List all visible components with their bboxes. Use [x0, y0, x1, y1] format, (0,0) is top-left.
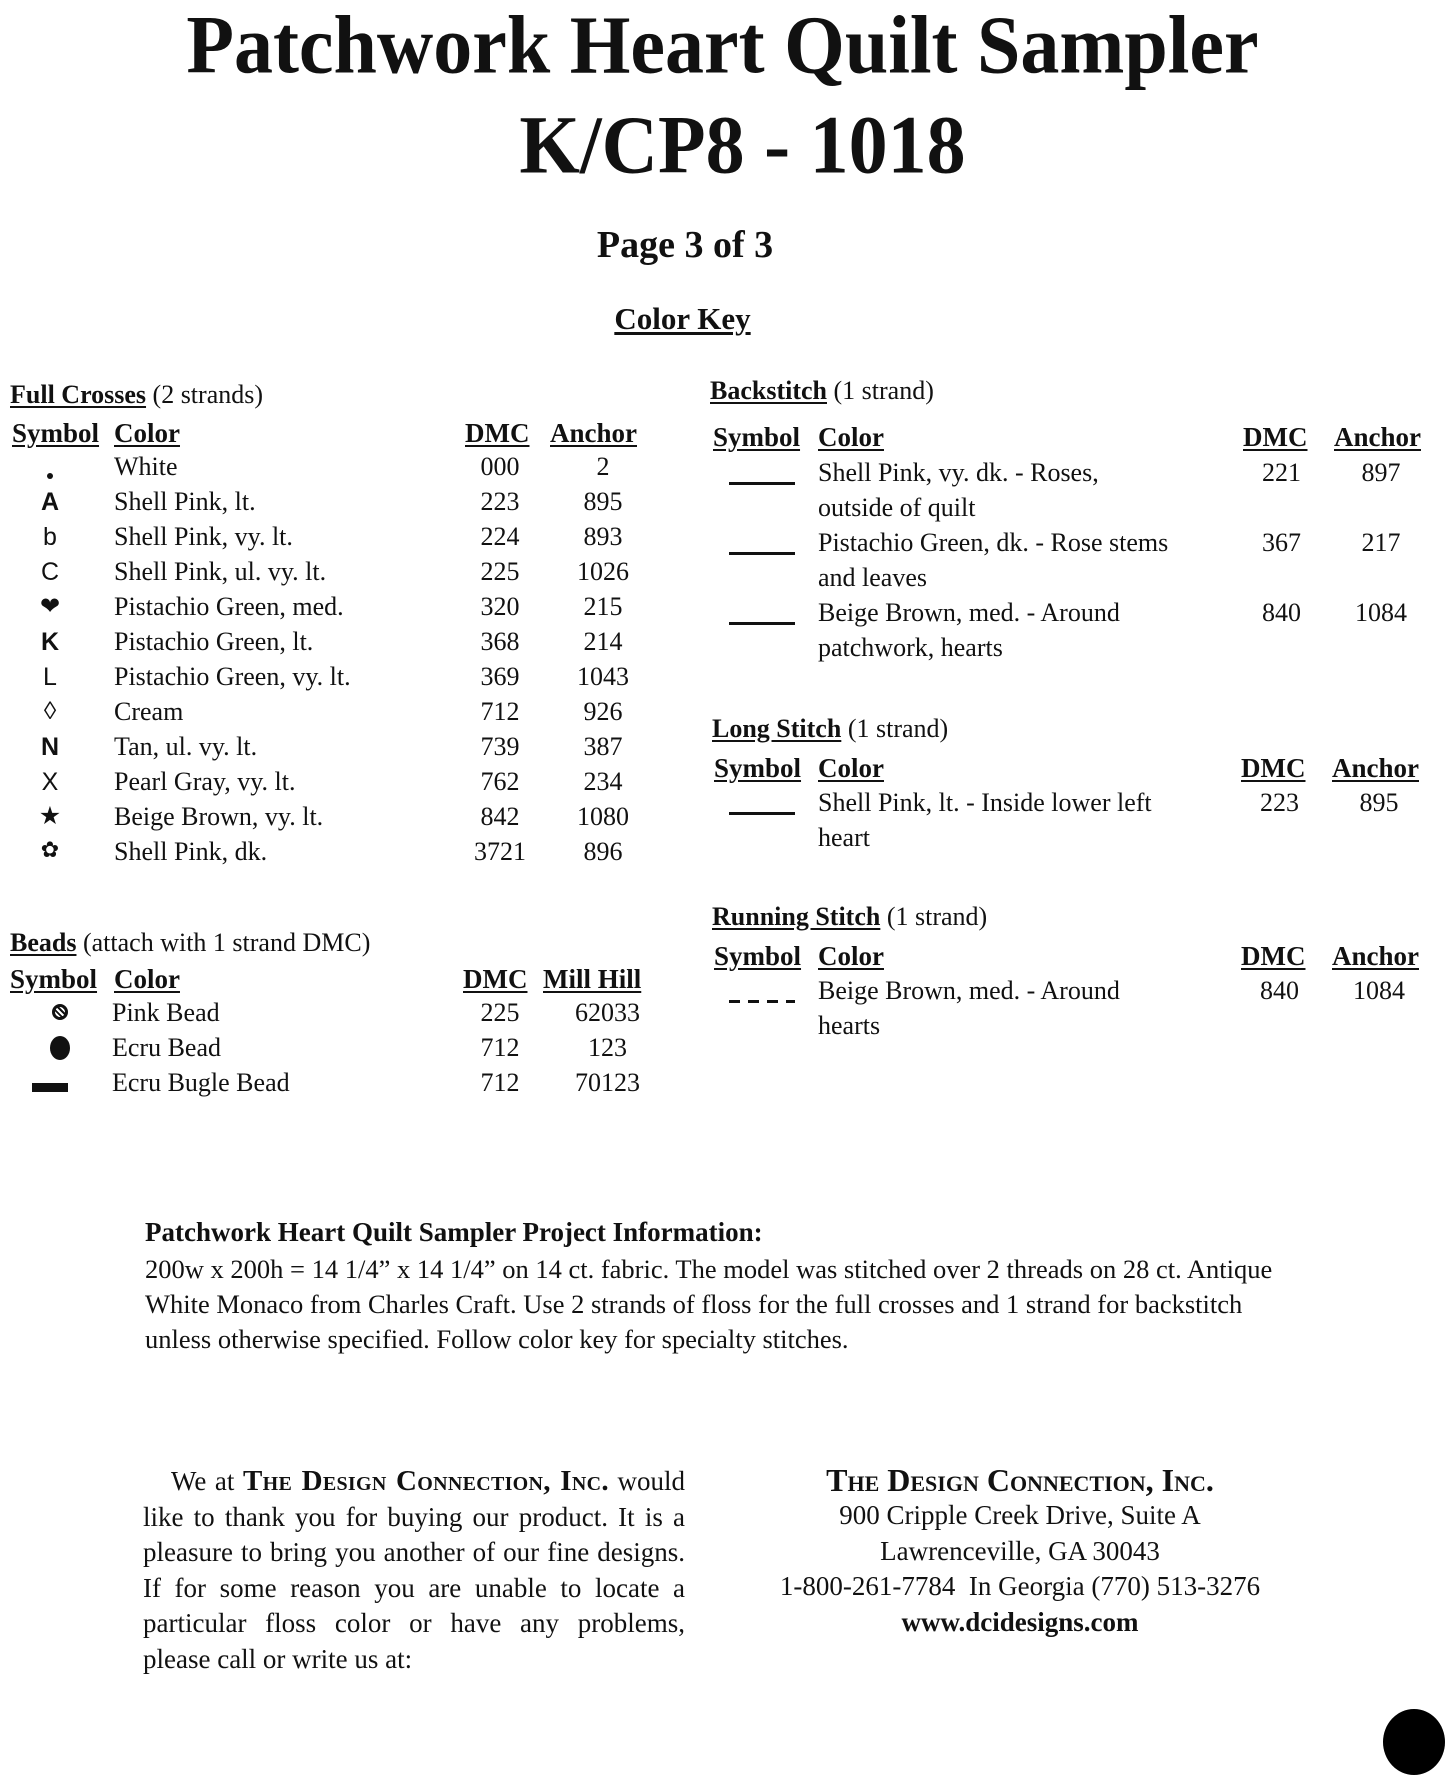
color-description-line1: Pistachio Green, dk. - Rose stems [818, 528, 1169, 557]
color-name: Shell Pink, dk. [114, 837, 268, 866]
color-description-line1: Shell Pink, lt. - Inside lower left [818, 788, 1152, 817]
website-link[interactable]: www.dcidesigns.com [901, 1606, 1139, 1637]
color-name: Pistachio Green, lt. [114, 627, 314, 656]
letter-b-icon: b [43, 523, 57, 551]
anchor-number: 895 [1359, 788, 1399, 817]
letter-a-icon: A [40, 488, 60, 516]
col-dmc: DMC [463, 964, 528, 994]
thanks-body: would like to thank you for buying our product. It is a pleasure to bring you another of our fine designs. If for some reason you are unable to locate a particular floss color or have any problems, please call or write us at: [143, 1466, 686, 1674]
letter-k-icon: K [40, 628, 60, 656]
col-anchor: Anchor [1332, 753, 1419, 783]
col-anchor: Anchor [1334, 422, 1421, 452]
dmc-number: 223 [480, 487, 520, 516]
section-name: Beads [10, 928, 77, 957]
section-name: Running Stitch [712, 902, 881, 931]
col-symbol: Symbol [10, 964, 98, 994]
color-description-line1: Beige Brown, med. - Around [818, 598, 1120, 627]
running-stitch-section [712, 904, 1445, 1044]
col-dmc: DMC [465, 418, 530, 448]
anchor-number: 896 [583, 837, 623, 866]
dmc-number: 712 [480, 1033, 520, 1062]
dmc-number: 225 [480, 998, 520, 1027]
dmc-number: 368 [480, 627, 520, 656]
section-name: Long Stitch [712, 714, 842, 743]
solid-line-icon [729, 542, 795, 560]
letter-c-icon: C [40, 558, 60, 586]
solid-line-icon [729, 472, 795, 490]
color-description-line2: hearts [818, 1011, 881, 1040]
diamond-outline-icon: ◊ [43, 697, 57, 725]
bugle-bead-icon [32, 1079, 68, 1097]
company-name-inline: The Design Connection, Inc. [243, 1465, 609, 1497]
dmc-number: 223 [1260, 788, 1299, 817]
ecru-bead-icon [50, 1036, 70, 1065]
dmc-number: 3721 [474, 837, 526, 866]
anchor-number: 217 [1361, 528, 1401, 557]
letter-x-icon: X [41, 768, 59, 796]
anchor-number: 387 [583, 732, 623, 761]
col-dmc: DMC [1241, 941, 1306, 971]
contact-block [740, 1462, 1300, 1640]
anchor-number: 1084 [1353, 976, 1405, 1005]
section-title [712, 904, 987, 930]
company-name: The Design Connection, Inc. [826, 1462, 1214, 1498]
section-title [10, 382, 263, 408]
long-stitch-section [712, 716, 1445, 856]
project-info-body: 200w x 200h = 14 1/4” x 14 1/4” on 14 ct. fabric. The model was stitched over 2 threads on 28 ct. Antique White Monaco from Charles Craft. Use 2 strands of floss for the full crosses and 1 strand for backstitch unless otherwise specified. Follow color key for specialty stitches. [145, 1254, 1273, 1354]
pattern-code: K/CP8 - 1018 [519, 98, 966, 191]
thanks-prefix: We at [171, 1466, 244, 1496]
dmc-number: 320 [480, 592, 520, 621]
mill-hill-number: 62033 [575, 998, 640, 1027]
section-title [712, 716, 948, 742]
anchor-number: 2 [596, 452, 610, 481]
anchor-number: 1080 [577, 802, 629, 831]
color-name: Tan, ul. vy. lt. [114, 732, 258, 761]
section-note: (1 strand) [833, 376, 934, 405]
bead-name: Ecru Bugle Bead [112, 1068, 290, 1097]
section-note: (1 strand) [886, 902, 988, 931]
anchor-number: 895 [583, 487, 623, 516]
dmc-number: 224 [480, 522, 520, 551]
anchor-number: 893 [583, 522, 623, 551]
small-dot-icon [30, 459, 70, 484]
section-title [710, 378, 934, 404]
col-symbol: Symbol [12, 418, 100, 448]
anchor-number: 215 [583, 592, 623, 621]
dmc-number: 842 [480, 802, 520, 831]
city-state-zip: Lawrenceville, GA 30043 [880, 1535, 1160, 1566]
dmc-number: 369 [480, 662, 520, 691]
full-crosses-section [10, 382, 670, 882]
col-dmc: DMC [1241, 753, 1306, 783]
section-note: (2 strands) [152, 380, 264, 409]
dmc-number: 739 [480, 732, 520, 761]
col-symbol: Symbol [714, 753, 802, 783]
anchor-number: 214 [583, 627, 623, 656]
col-anchor: Anchor [550, 418, 637, 448]
backstitch-section [710, 378, 1445, 678]
col-mill-hill: Mill Hill [543, 964, 642, 994]
anchor-number: 1084 [1355, 598, 1407, 627]
anchor-number: 1026 [577, 557, 629, 586]
section-title [10, 930, 370, 956]
col-color: Color [114, 418, 180, 448]
color-name: Shell Pink, ul. vy. lt. [114, 557, 327, 586]
anchor-number: 897 [1361, 458, 1401, 487]
color-description-line2: heart [818, 823, 870, 852]
section-name: Full Crosses [10, 380, 147, 409]
page-title: Patchwork Heart Quilt Sampler [186, 0, 1259, 91]
dmc-number: 221 [1262, 458, 1301, 487]
color-description-line1: Shell Pink, vy. dk. - Roses, [818, 458, 1099, 487]
heart-icon: ❤ [39, 593, 61, 620]
color-name: Cream [114, 697, 184, 726]
dmc-number: 225 [480, 557, 520, 586]
letter-l-icon: L [43, 663, 57, 691]
color-name: White [114, 452, 178, 481]
anchor-number: 234 [583, 767, 623, 796]
color-description-line2: and leaves [818, 563, 928, 592]
color-name: Pistachio Green, vy. lt. [114, 662, 351, 691]
dmc-number: 712 [480, 697, 520, 726]
color-name: Shell Pink, lt. [114, 487, 256, 516]
color-description-line2: patchwork, hearts [818, 633, 1003, 662]
col-color: Color [818, 941, 884, 971]
dashed-line-icon [729, 990, 795, 1008]
col-symbol: Symbol [713, 422, 801, 452]
phone-numbers: 1-800-261-7784 In Georgia (770) 513-3276 [779, 1571, 1261, 1601]
dmc-number: 840 [1262, 598, 1301, 627]
color-key-heading: Color Key [614, 301, 751, 336]
bead-name: Pink Bead [112, 998, 220, 1027]
street-address: 900 Cripple Creek Drive, Suite A [839, 1500, 1201, 1530]
col-anchor: Anchor [1332, 941, 1419, 971]
page-number: Page 3 of 3 [596, 224, 774, 266]
registration-dot-icon [1383, 1709, 1445, 1775]
dmc-number: 367 [1262, 528, 1301, 557]
dmc-number: 712 [480, 1068, 520, 1097]
solid-line-icon [729, 802, 795, 820]
col-color: Color [818, 753, 884, 783]
color-name: Pearl Gray, vy. lt. [114, 767, 296, 796]
section-name: Backstitch [710, 376, 827, 405]
pink-bead-icon [52, 1004, 68, 1025]
star-icon: ★ [38, 802, 62, 830]
dmc-number: 000 [480, 452, 520, 481]
section-note: (attach with 1 strand DMC) [82, 928, 371, 957]
flower-icon: ✿ [40, 837, 60, 862]
dmc-number: 840 [1260, 976, 1299, 1005]
anchor-number: 926 [583, 697, 623, 726]
mill-hill-number: 123 [588, 1033, 627, 1062]
color-description-line2: outside of quilt [818, 493, 976, 522]
col-color: Color [818, 422, 884, 452]
color-description-line1: Beige Brown, med. - Around [818, 976, 1120, 1005]
section-note: (1 strand) [847, 714, 949, 743]
col-dmc: DMC [1243, 422, 1308, 452]
color-name: Pistachio Green, med. [114, 592, 344, 621]
col-color: Color [114, 964, 180, 994]
mill-hill-number: 70123 [575, 1068, 640, 1097]
project-info-title: Patchwork Heart Quilt Sampler Project Information: [145, 1217, 763, 1247]
thank-you-message [143, 1464, 685, 1677]
solid-line-icon [729, 612, 795, 630]
dmc-number: 762 [480, 767, 520, 796]
letter-n-icon: N [40, 733, 60, 761]
col-symbol: Symbol [714, 941, 802, 971]
color-name: Shell Pink, vy. lt. [114, 522, 293, 551]
bead-name: Ecru Bead [112, 1033, 222, 1062]
anchor-number: 1043 [577, 662, 629, 691]
color-name: Beige Brown, vy. lt. [114, 802, 324, 831]
beads-section [10, 930, 670, 1110]
